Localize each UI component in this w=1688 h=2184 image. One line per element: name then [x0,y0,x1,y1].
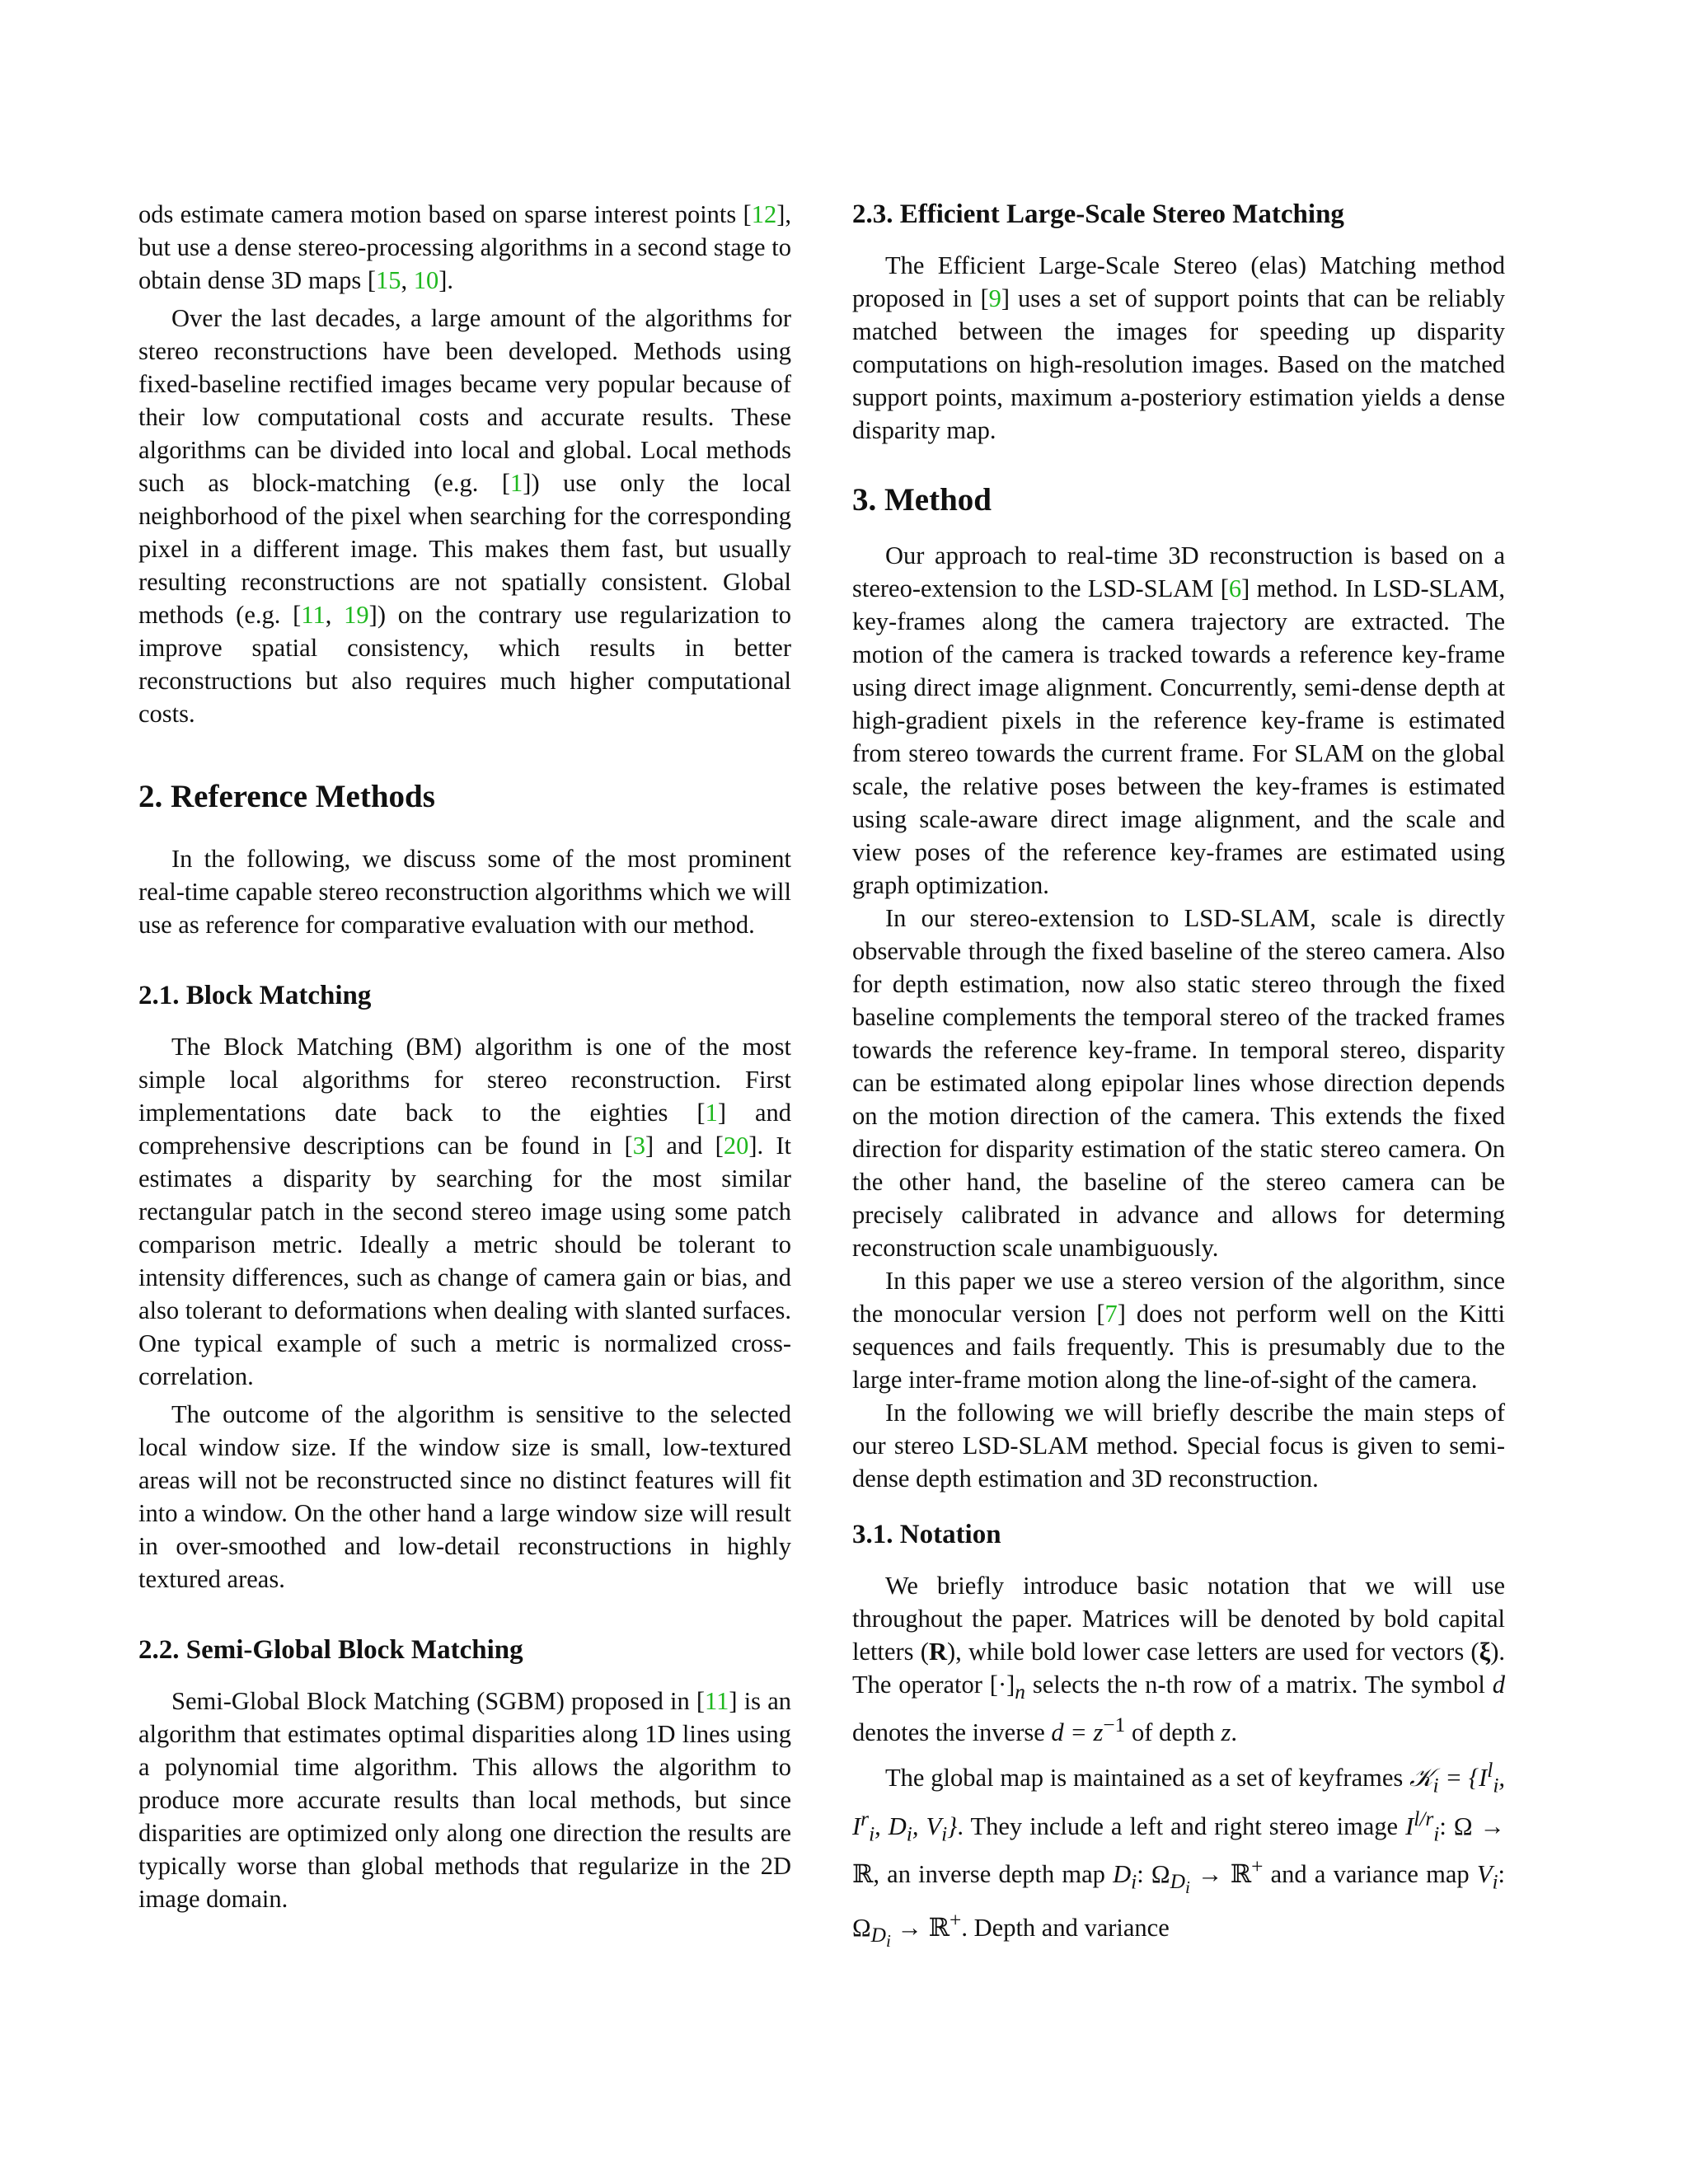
section-heading-reference-methods: 2. Reference Methods [138,779,435,814]
subsection-heading-elas: 2.3. Efficient Large-Scale Stereo Matching [852,199,1344,229]
left-column [138,198,791,1915]
paragraph-reference-methods: In the following, we discuss some of the most prominent real-time capable stereo reconstruction algorithms which we will use as reference for comparative evaluation with our method. [138,845,791,939]
citation-link[interactable]: 12 [751,200,777,228]
citation-link[interactable]: 10 [413,266,439,294]
paragraph-intro-continuation: ods estimate camera motion based on sparse interest points [12], but use a dense stereo-processing algorithms in a second stage to obtain dense 3D maps [15, 10]. [138,200,791,294]
citation-link[interactable]: 3 [632,1132,645,1160]
citation-link[interactable]: 11 [705,1687,729,1715]
math-symbol: d [1492,1671,1506,1699]
citation-link[interactable]: 9 [988,284,1001,312]
citation-link[interactable]: 11 [301,601,326,629]
subsection-heading-sgbm: 2.2. Semi-Global Block Matching [138,1635,523,1665]
citation-link[interactable]: 7 [1104,1300,1118,1328]
paragraph-method-1: Our approach to real-time 3D reconstruction is based on a stereo-extension to the LSD-SLAM [6] method. In LSD-SLAM, key-frames along the camera trajectory are extracted. The motion of the camera is tracked towards a reference key-frame using direct image alignment. Concurrently, semi-dense depth at high-gradient pixels in the reference key-frame is estimated from stereo towards the current frame. For SLAM on the global scale, the relative poses between the key-frames is estimated using scale-aware direct image alignment, and the scale and view poses of the reference key-frames are estimated using graph optimization. [852,541,1505,899]
subsection-heading-notation: 3.1. Notation [852,1520,1001,1549]
math-symbol: R [928,1638,947,1666]
right-column [852,198,1505,1957]
section-heading-method: 3. Method [852,482,992,518]
math-symbol: z [1221,1718,1231,1747]
math-symbol: 𝒦 [1409,1764,1433,1793]
paragraph-method-4: In the following we will briefly describe the main steps of our stereo LSD-SLAM method. Special focus is given to semi-dense depth estimation and 3D reconstruction. [852,1399,1505,1493]
paragraph-block-matching-2: The outcome of the algorithm is sensitive to the selected local window size. If the window size is small, low-textured areas will not be reconstructed since no distinct features will fit into a window. On the other hand a large window size will result in over-smoothed and low-detail reconstructions in highly textured areas. [138,1400,791,1593]
paragraph-elas: The Efficient Large-Scale Stereo (elas) Matching method proposed in [9] uses a set of support points that can be reliably matched between the images for speeding up disparity computations on high-resolution images. Based on the matched support points, maximum a-posteriory estimation yields a dense disparity map. [852,251,1505,444]
paragraph-sgbm: Semi-Global Block Matching (SGBM) proposed in [11] is an algorithm that estimates optimal disparities along 1D lines using a polynomial time algorithm. This allows the algorithm to produce more accurate results than local methods, but since disparities are optimized only along one direction the results are typically worse than global methods that regularize in the 2D image domain. [138,1687,791,1913]
subsection-heading-block-matching: 2.1. Block Matching [138,981,372,1010]
paragraph-notation-2: The global map is maintained as a set of keyframes 𝒦$_i$ = {$I^l_i$, $I^r_i$, $D_i$, $V_i$}. They include a left and right stereo image $I^{l/r}_i$: Ω → ℝ, an inverse depth map $D_i$: $\Omega_{D_i}$ → ℝ+ and a variance map $V_i$: $\Omega_{D_i}$ → ℝ+. Depth and variance [852,1759,1506,1952]
math-symbol: [·] [989,1671,1015,1699]
citation-link[interactable]: 15 [376,266,401,294]
citation-link[interactable]: 6 [1228,574,1242,602]
paragraph-method-2: In our stereo-extension to LSD-SLAM, scale is directly observable through the fixed baseline of the stereo camera. Also for depth estimation, now also static stereo through the fixed baseline complements the temporal stereo of the tracked frames towards the reference key-frame. In temporal stereo, disparity can be estimated along epipolar lines whose direction depends on the motion direction of the camera. This extends the fixed direction for disparity estimation of the static stereo camera. On the other hand, the baseline of the stereo camera can be precisely calibrated in advance and allows for determing reconstruction scale unambiguously. [852,904,1505,1262]
paragraph-notation-1: We briefly introduce basic notation that we will use throughout the paper. Matrices will be denoted by bold capital letters (R), while bold lower case letters are used for vectors (ξ). The operator $[\cdot]_n$ selects the n-th row of a matrix. The symbol d denotes the inverse $d = z^{-1}$ of depth z. [852,1572,1506,1747]
paragraph-stereo-overview: Over the last decades, a large amount of the algorithms for stereo reconstructions have been developed. Methods using fixed-baseline rectified images became very popular because of their low computational costs and accurate results. These algorithms can be divided into local and global. Local methods such as block-matching (e.g. [1]) use only the local neighborhood of the pixel when searching for the corresponding pixel in a different image. This makes them fast, but usually resulting reconstructions are not spatially consistent. Global methods (e.g. [11, 19]) on the contrary use regularization to improve spatial consistency, which results in better reconstructions but also requires much higher computational costs. [138,304,791,728]
citation-link[interactable]: 19 [344,601,369,629]
citation-link[interactable]: 1 [510,469,523,497]
paragraph-method-3: In this paper we use a stereo version of the algorithm, since the monocular version [7] does not perform well on the Kitti sequences and fails frequently. This is presumably due to the large inter-frame motion along the line-of-sight of the camera. [852,1267,1505,1394]
paragraph-block-matching-1: The Block Matching (BM) algorithm is one of the most simple local algorithms for stereo reconstruction. First implementations date back to the eighties [1] and comprehensive descriptions can be found in [3] and [20]. It estimates a disparity by searching for the most similar rectangular patch in the second stereo image using some patch comparison metric. Ideally a metric should be tolerant to intensity differences, such as change of camera gain or bias, and also tolerant to deformations when dealing with slanted surfaces. One typical example of such a metric is normalized cross-correlation. [138,1033,791,1390]
citation-link[interactable]: 1 [705,1099,718,1127]
math-symbol: ξ [1479,1638,1491,1666]
citation-link[interactable]: 20 [723,1132,749,1160]
math-expression: d = z [1051,1718,1104,1747]
